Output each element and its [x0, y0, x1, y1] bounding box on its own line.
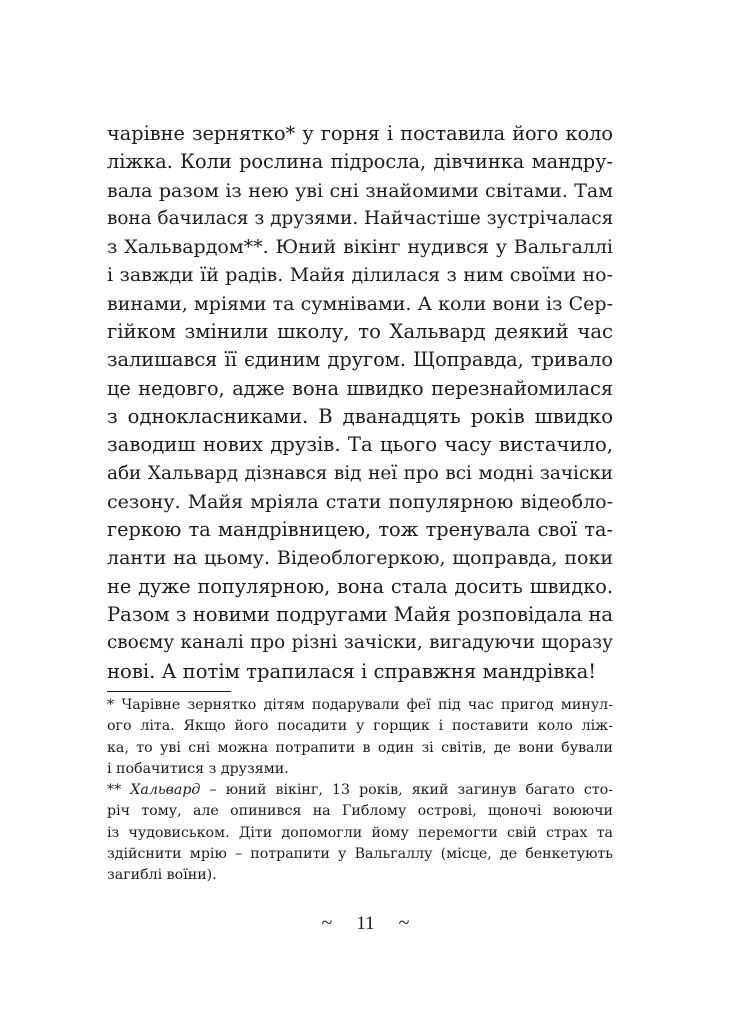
- footnote-line: річ тому, але опинився на Гиблому острові, щоночі воюючи: [107, 803, 613, 820]
- body-line: ланти на цьому. Відеоблогеркою, щоправда, поки: [107, 547, 613, 570]
- footnote-line: загиблі воїни).: [107, 867, 217, 884]
- body-line: заводиш нових друзів. Та цього часу вистачило,: [107, 433, 613, 457]
- body-line: вона бачилася з друзями. Найчастіше зустрічалася: [107, 207, 614, 229]
- body-line: винами, мріями та сумнівами. А коли вони із Сер-: [107, 292, 613, 315]
- footnote-line: і побачитися з друзями.: [107, 760, 289, 777]
- body-line: залишався її єдиним другом. Щоправда, тривало: [107, 348, 613, 372]
- body-line: з однокласниками. В дванадцять років швидко: [107, 404, 613, 428]
- body-line: сезону. Майя мріяла стати популярною відеобло-: [107, 490, 613, 513]
- footnote-text: – юний вікінг, 13 років, який загинув багато сто-: [200, 782, 614, 799]
- footnote-term: Хальвард: [130, 782, 201, 799]
- footnotes: [107, 695, 613, 887]
- footnote-line: здійснити мрію – потрапити у Вальгаллу (місце, де бенкетують: [107, 846, 613, 863]
- footnote-divider: [107, 691, 231, 692]
- page-footer: [0, 912, 731, 935]
- footnote-line: ого літа. Якщо його посадити у горщик і поставити коло ліж-: [107, 718, 613, 735]
- body-text: [107, 120, 613, 686]
- body-line: чарівне зернятко* у горня і поставила його коло: [107, 122, 613, 145]
- body-line: вала разом із нею уві сні знайомими світами. Там: [107, 179, 613, 202]
- body-line: не дуже популярною, вона стала досить швидко.: [107, 574, 613, 598]
- body-line: своєму каналі про різні зачіски, вигадуючи щоразу: [107, 632, 613, 654]
- footnote-marker: **: [107, 782, 131, 799]
- body-line: з Хальвардом**. Юний вікінг нудився у Вальгаллі: [107, 236, 613, 259]
- body-line: гійком змінили школу, то Хальвард деякий час: [107, 320, 613, 344]
- body-line: і завжди їй радів. Майя ділилася з ним своїми но-: [107, 264, 613, 287]
- body-line: ліжка. Коли рослина підросла, дівчинка мандру-: [107, 150, 613, 174]
- body-line: аби Хальвард дізнався від неї про всі модні зачіски: [107, 462, 613, 484]
- page-number: 11: [356, 913, 375, 934]
- footnote-line: * Чарівне зернятко дітям подарували феї під час пригод минул-: [107, 697, 613, 713]
- footnote-line: ка, то уві сні можна потрапити в один зі світів, де вони бували: [107, 739, 613, 756]
- tilde-ornament-right: ~: [398, 912, 410, 934]
- footnote-line: із чудовиськом. Діти допомогли йому перемогти свій страх та: [107, 824, 613, 841]
- body-line: геркою та мандрівницею, тож тренувала свої та-: [107, 518, 613, 542]
- body-line: це недовго, адже вона швидко перезнайомилася: [107, 376, 613, 400]
- body-line: нові. А потім трапилася і справжня мандрівка!: [107, 659, 597, 683]
- body-line: Разом з новими подругами Майя розповідала на: [107, 603, 614, 627]
- footnote-line: [107, 780, 613, 801]
- tilde-ornament-left: ~: [321, 912, 333, 934]
